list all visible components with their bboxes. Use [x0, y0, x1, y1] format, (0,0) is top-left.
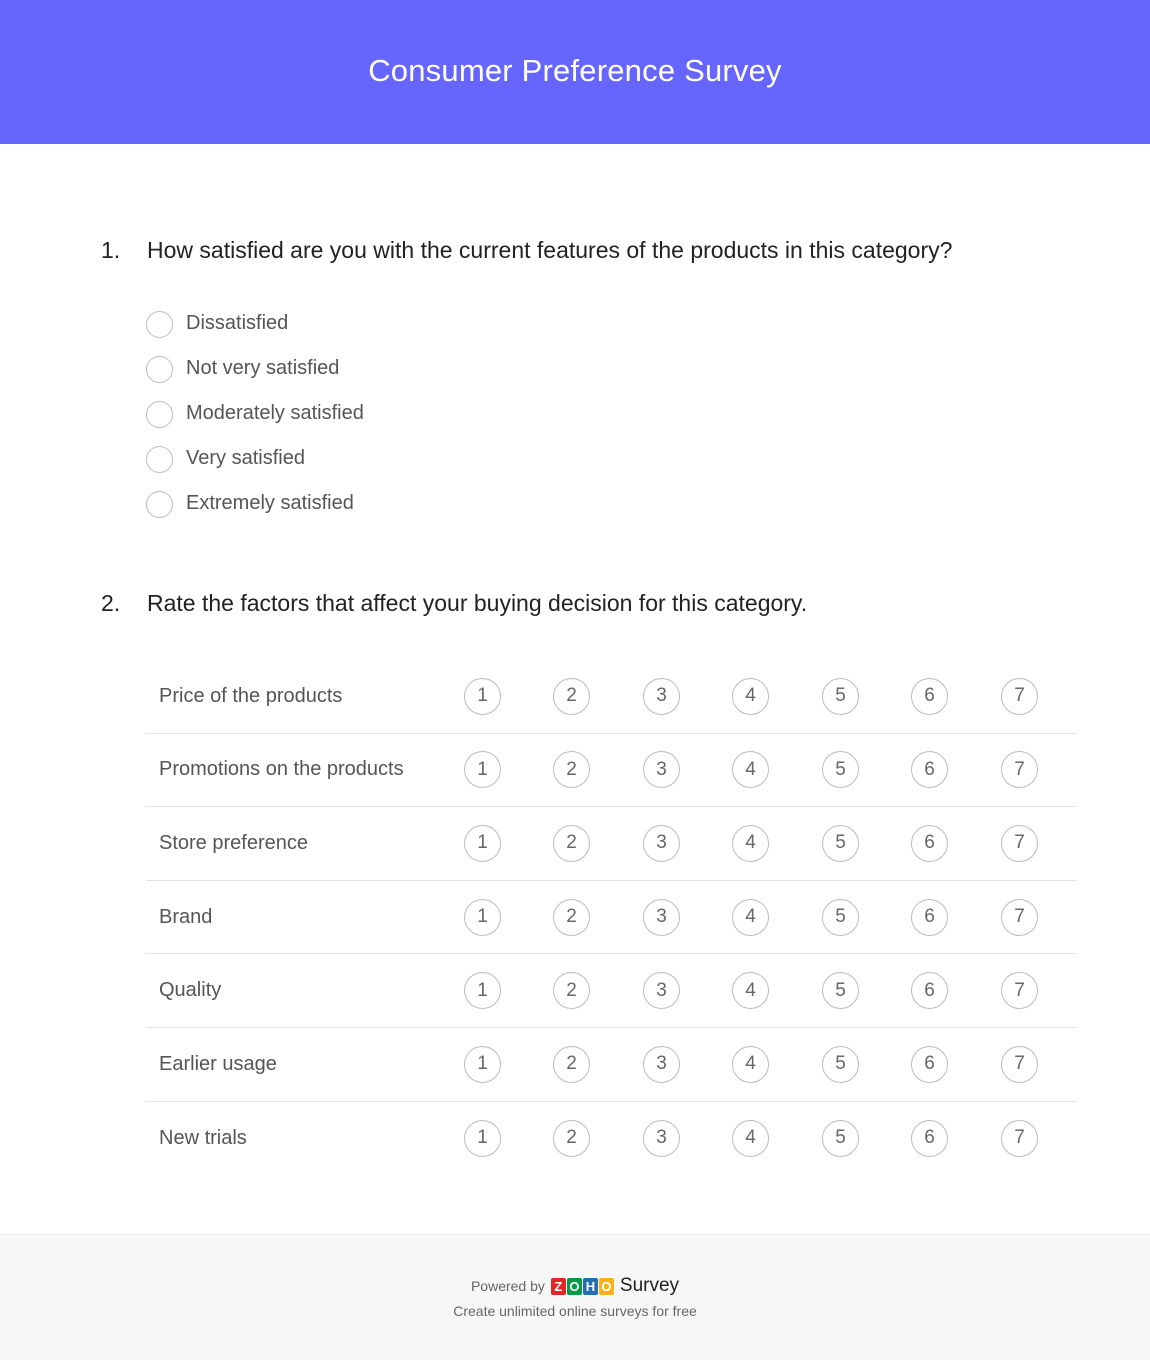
matrix-row-label: Promotions on the products	[159, 758, 404, 781]
rating-matrix	[146, 660, 1077, 1175]
rating-option[interactable]: 4	[732, 972, 769, 1009]
rating-option[interactable]: 5	[822, 1046, 859, 1083]
rating-option[interactable]: 6	[911, 751, 948, 788]
radio-option[interactable]	[146, 482, 364, 527]
question-1-title	[101, 237, 952, 264]
rating-option[interactable]: 4	[732, 1046, 769, 1083]
matrix-row	[146, 734, 1077, 808]
radio-button[interactable]	[146, 491, 173, 518]
rating-option[interactable]: 1	[464, 825, 501, 862]
rating-option[interactable]: 1	[464, 678, 501, 715]
zoho-logo-letter: H	[583, 1278, 598, 1295]
rating-option[interactable]: 2	[553, 751, 590, 788]
rating-option[interactable]: 3	[643, 972, 680, 1009]
survey-title: Consumer Preference Survey	[368, 53, 782, 88]
radio-button[interactable]	[146, 446, 173, 473]
radio-label: Moderately satisfied	[186, 402, 364, 424]
rating-option[interactable]: 1	[464, 751, 501, 788]
rating-option[interactable]: 2	[553, 1120, 590, 1157]
rating-option[interactable]: 5	[822, 678, 859, 715]
rating-option[interactable]: 4	[732, 899, 769, 936]
rating-option[interactable]: 2	[553, 678, 590, 715]
survey-header	[0, 0, 1150, 144]
brand-name[interactable]: Survey	[619, 1275, 680, 1296]
matrix-row	[146, 660, 1077, 734]
zoho-logo-letter: Z	[551, 1278, 566, 1295]
matrix-row-label: Price of the products	[159, 684, 343, 707]
radio-label: Dissatisfied	[186, 312, 289, 334]
rating-option[interactable]: 4	[732, 678, 769, 715]
rating-option[interactable]: 2	[553, 972, 590, 1009]
rating-option[interactable]: 7	[1001, 825, 1038, 862]
rating-option[interactable]: 7	[1001, 751, 1038, 788]
rating-option[interactable]: 2	[553, 825, 590, 862]
footer	[0, 1234, 1150, 1360]
radio-option[interactable]	[146, 302, 364, 347]
rating-option[interactable]: 7	[1001, 678, 1038, 715]
radio-option[interactable]	[146, 392, 364, 437]
matrix-row-label: Quality	[159, 979, 222, 1002]
rating-option[interactable]: 4	[732, 751, 769, 788]
rating-option[interactable]: 3	[643, 825, 680, 862]
rating-option[interactable]: 6	[911, 972, 948, 1009]
rating-option[interactable]: 3	[643, 899, 680, 936]
matrix-row	[146, 807, 1077, 881]
matrix-row	[146, 954, 1077, 1028]
rating-option[interactable]: 1	[464, 972, 501, 1009]
rating-option[interactable]: 2	[553, 899, 590, 936]
matrix-row-label: Store preference	[159, 831, 308, 854]
matrix-row	[146, 1102, 1077, 1176]
rating-option[interactable]: 6	[911, 1046, 948, 1083]
matrix-row-label: New trials	[159, 1126, 247, 1149]
rating-option[interactable]: 3	[643, 1046, 680, 1083]
radio-label: Very satisfied	[186, 447, 305, 469]
rating-option[interactable]: 3	[643, 678, 680, 715]
radio-option[interactable]	[146, 437, 364, 482]
matrix-row-label: Earlier usage	[159, 1052, 277, 1075]
question-1-text: How satisfied are you with the current features of the products in this category?	[147, 237, 953, 263]
zoho-logo[interactable]	[551, 1278, 614, 1295]
matrix-row	[146, 881, 1077, 955]
rating-option[interactable]: 5	[822, 899, 859, 936]
rating-option[interactable]: 7	[1001, 1046, 1038, 1083]
rating-option[interactable]: 3	[643, 751, 680, 788]
rating-option[interactable]: 5	[822, 1120, 859, 1157]
rating-option[interactable]: 7	[1001, 1120, 1038, 1157]
rating-option[interactable]: 4	[732, 825, 769, 862]
question-2-title	[101, 590, 807, 617]
rating-option[interactable]: 6	[911, 899, 948, 936]
rating-option[interactable]: 5	[822, 972, 859, 1009]
question-2-text: Rate the factors that affect your buying decision for this category.	[147, 590, 808, 616]
rating-option[interactable]: 5	[822, 751, 859, 788]
question-1-options	[146, 302, 364, 527]
rating-option[interactable]: 6	[911, 1120, 948, 1157]
radio-option[interactable]	[146, 347, 364, 392]
zoho-logo-letter: O	[567, 1278, 582, 1295]
rating-option[interactable]: 5	[822, 825, 859, 862]
matrix-row	[146, 1028, 1077, 1102]
question-2-number: 2.	[101, 590, 121, 616]
rating-option[interactable]: 1	[464, 1120, 501, 1157]
rating-option[interactable]: 1	[464, 1046, 501, 1083]
radio-label: Extremely satisfied	[186, 492, 354, 514]
powered-by	[0, 1275, 1150, 1297]
radio-button[interactable]	[146, 311, 173, 338]
powered-by-text: Powered by	[470, 1278, 545, 1294]
zoho-logo-letter: O	[599, 1278, 614, 1295]
rating-option[interactable]: 3	[643, 1120, 680, 1157]
radio-button[interactable]	[146, 356, 173, 383]
rating-option[interactable]: 7	[1001, 972, 1038, 1009]
rating-option[interactable]: 1	[464, 899, 501, 936]
matrix-row-label: Brand	[159, 905, 213, 928]
rating-option[interactable]: 2	[553, 1046, 590, 1083]
rating-option[interactable]: 6	[911, 678, 948, 715]
rating-option[interactable]: 7	[1001, 899, 1038, 936]
radio-label: Not very satisfied	[186, 357, 340, 379]
rating-option[interactable]: 6	[911, 825, 948, 862]
footer-tagline: Create unlimited online surveys for free	[453, 1303, 697, 1319]
rating-option[interactable]: 4	[732, 1120, 769, 1157]
question-1-number: 1.	[101, 237, 121, 263]
radio-button[interactable]	[146, 401, 173, 428]
